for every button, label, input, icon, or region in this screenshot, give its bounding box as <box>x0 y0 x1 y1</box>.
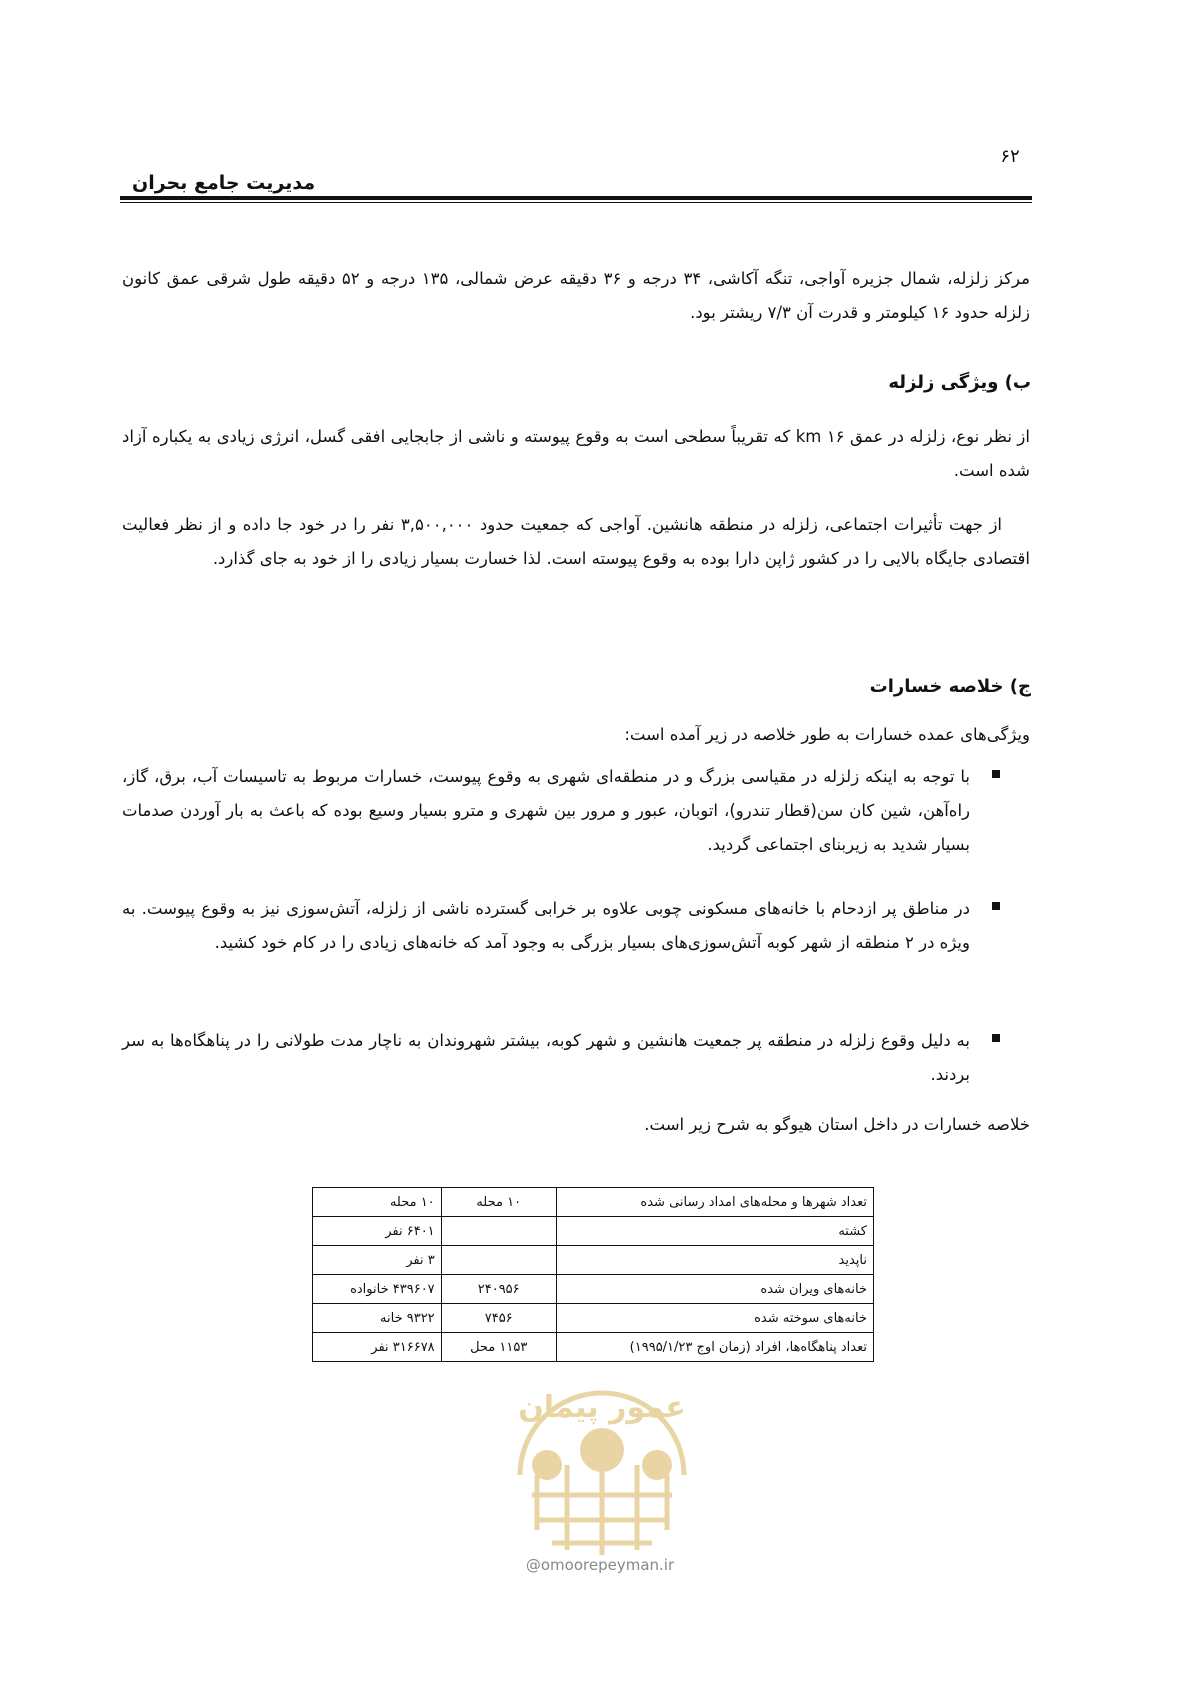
table-row <box>313 1188 874 1217</box>
section-b-heading: ب) ویژگی زلزله <box>888 372 1031 393</box>
table-cell: ۱۰ محله <box>313 1188 442 1217</box>
header-rule-thin <box>120 202 1032 203</box>
table-cell: ۳۱۶۶۷۸ نفر <box>313 1333 442 1362</box>
table-row <box>313 1217 874 1246</box>
table-cell-label: کشته <box>556 1217 873 1246</box>
table-cell: ۹۳۲۲ خانه <box>313 1304 442 1333</box>
intro-paragraph: مرکز زلزله، شمال جزیره آواجی، تنگه آکاشی، ۳۴ درجه و ۳۶ دقیقه عرض شمالی، ۱۳۵ درجه و ۵۲ دقیقه طول شرقی عمق کانون زلزله حدود ۱۶ کیلومتر و قدرت آن ۷/۳ ریشتر بود. <box>122 269 1030 322</box>
bullet-marker-icon <box>992 1034 1000 1042</box>
section-c-intro: ویژگی‌های عمده خسارات به طور خلاصه در زیر آمده است: <box>624 725 1030 744</box>
list-item-text: در مناطق پر ازدحام با خانه‌های مسکونی چوبی علاوه بر خرابی گسترده ناشی از زلزله، آتش‌سوزی نیز به وقوع پیوست. به ویژه در ۲ منطقه از شهر کوبه آتش‌سوزی‌های بسیار بزرگی به وجود آمد که خانه‌های زیادی را در کام خود کشید. <box>122 899 970 952</box>
table-row <box>313 1275 874 1304</box>
table-cell: ۱۱۵۳ محل <box>441 1333 556 1362</box>
table-cell-label: تعداد شهرها و محله‌های امداد رسانی شده <box>556 1188 873 1217</box>
table-cell: ۲۴۰۹۵۶ <box>441 1275 556 1304</box>
list-item-text: با توجه به اینکه زلزله در مقیاسی بزرگ و در منطقه‌ای شهری به وقوع پیوست، خسارات مربوط به تاسیسات آب، برق، گاز، راه‌آهن، شین کان سن(قطار تندرو)، اتوبان، عبور و مرور بین شهری و مترو بسیار وسیع بوده که باعث به بار آوردن صدمات بسیار شدید به زیربنای اجتماعی گردید. <box>122 767 970 854</box>
table-intro: خلاصه خسارات در داخل استان هیوگو به شرح زیر است. <box>644 1115 1030 1134</box>
header-rule-thick <box>120 196 1032 200</box>
table-cell-label: تعداد پناهگاه‌ها، افراد (زمان اوج ۱۹۹۵/۱/۲۳) <box>556 1333 873 1362</box>
table-cell: ۱۰ محله <box>441 1188 556 1217</box>
section-c-heading: ج) خلاصه خسارات <box>869 676 1031 697</box>
table-cell-label: خانه‌های ویران شده <box>556 1275 873 1304</box>
list-item <box>122 892 1000 1002</box>
watermark-logo-icon <box>492 1355 712 1585</box>
table-cell: ۳ نفر <box>313 1246 442 1275</box>
losses-table <box>312 1187 874 1362</box>
table-cell: ۶۴۰۱ نفر <box>313 1217 442 1246</box>
table-cell: ۷۴۵۶ <box>441 1304 556 1333</box>
list-item <box>122 760 1000 870</box>
list-item <box>122 1024 1000 1096</box>
running-header-title: مدیریت جامع بحران <box>132 172 316 194</box>
table-row <box>313 1304 874 1333</box>
table-cell-label: خانه‌های سوخته شده <box>556 1304 873 1333</box>
page-number: ۶۲ <box>1000 146 1020 167</box>
table-cell <box>441 1217 556 1246</box>
table-cell: ۴۳۹۶۰۷ خانواده <box>313 1275 442 1304</box>
section-b-paragraph-2: از جهت تأثیرات اجتماعی، زلزله در منطقه هانشین. آواجی که جمعیت حدود ۳,۵۰۰,۰۰۰ نفر را در خود جا داده و از نظر فعالیت اقتصادی جایگاه بالایی را در کشور ژاپن دارا بوده به وقوع پیوسته است. لذا خسارت بسیار زیادی را از خود به جای گذارد. <box>122 515 1030 568</box>
table-row <box>313 1246 874 1275</box>
list-item-text: به دلیل وقوع زلزله در منطقه پر جمعیت هانشین و شهر کوبه، بیشتر شهروندان به ناچار مدت طولانی را در پناهگاه‌ها به سر بردند. <box>122 1031 970 1084</box>
bullet-marker-icon <box>992 902 1000 910</box>
watermark-logo-text: عمور پیمان <box>518 1390 686 1425</box>
table-cell <box>441 1246 556 1275</box>
bullet-marker-icon <box>992 770 1000 778</box>
watermark-site-text: @omoorepeyman.ir <box>525 1556 675 1574</box>
table-cell-label: ناپدید <box>556 1246 873 1275</box>
section-b-paragraph-1: از نظر نوع، زلزله در عمق km ۱۶ که تقریباً سطحی است به وقوع پیوسته و ناشی از جابجایی افقی گسل، انرژی زیادی به یکباره آزاد شده است. <box>122 427 1030 480</box>
